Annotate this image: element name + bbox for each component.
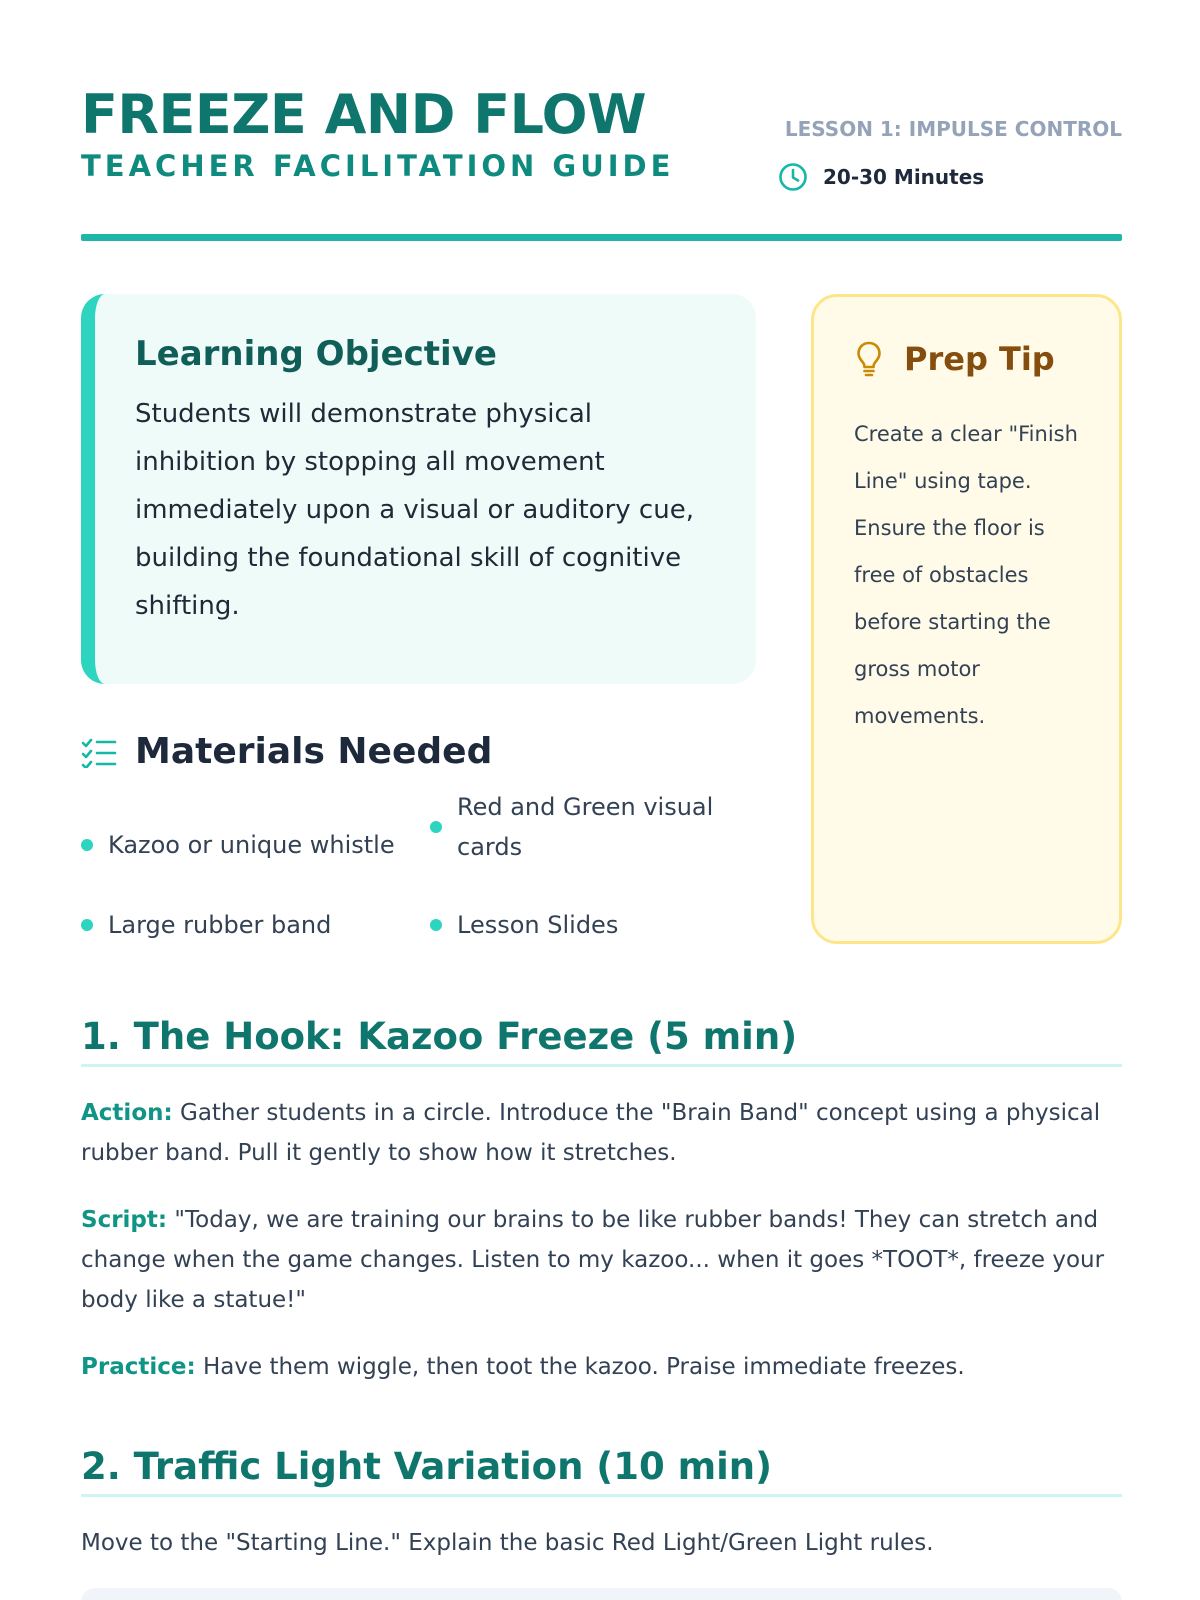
section-1-divider <box>81 1064 1122 1067</box>
material-label: Red and Green visual cards <box>457 793 714 861</box>
bullet <box>430 821 442 833</box>
prep-tip-heading: Prep Tip <box>904 340 1055 378</box>
prep-tip-card <box>811 294 1122 944</box>
script-text: "Today, we are training our brains to be like rubber bands! They can stretch and change when the game changes. Listen to my kazoo... when it goes *TOOT*, freeze your body like a statue!" <box>81 1207 1105 1313</box>
lesson-label: LESSON 1: IMPULSE CONTROL <box>784 117 1122 141</box>
section-2-intro: Move to the "Starting Line." Explain the basic Red Light/Green Light rules. <box>81 1530 934 1556</box>
materials-heading-row <box>81 730 492 774</box>
materials-heading: Materials Needed <box>135 731 493 772</box>
prep-tip-text: Create a clear "Finish Line" using tape. Ensure the floor is free of obstacles before starting the gross motor movements. <box>854 422 1078 728</box>
header <box>81 78 1122 242</box>
guide-page <box>81 0 1122 1600</box>
page-title: FREEZE AND FLOW <box>81 83 647 146</box>
action-label: Action: <box>81 1100 173 1126</box>
checklist-icon <box>81 736 117 768</box>
practice-label: Practice: <box>81 1354 196 1380</box>
list-item <box>81 905 411 945</box>
bullet <box>81 839 93 851</box>
objective-text: Students will demonstrate physical inhibition by stopping all movement immediately upon a visual or auditory cue, building the foundational skill of cognitive shifting. <box>135 399 694 621</box>
lightbulb-icon <box>854 340 884 378</box>
section-1-action <box>81 1093 1122 1173</box>
list-item <box>430 905 730 945</box>
objective-heading: Learning Objective <box>135 334 497 374</box>
next-card <box>81 1588 1122 1600</box>
duration <box>777 160 984 194</box>
section-1-title: 1. The Hook: Kazoo Freeze (5 min) <box>81 1015 798 1058</box>
section-2-title: 2. Traffic Light Variation (10 min) <box>81 1445 773 1488</box>
section-1-practice <box>81 1347 1122 1387</box>
practice-text: Have them wiggle, then toot the kazoo. Praise immediate freezes. <box>195 1354 965 1380</box>
learning-objective-card <box>81 294 756 684</box>
bullet <box>430 919 442 931</box>
clock-icon <box>777 161 809 193</box>
header-divider <box>81 234 1122 241</box>
section-2-divider <box>81 1494 1122 1497</box>
script-label: Script: <box>81 1207 168 1233</box>
list-item <box>81 825 411 865</box>
section-1-script <box>81 1200 1122 1320</box>
action-text: Gather students in a circle. Introduce the "Brain Band" concept using a physical rubber band. Pull it gently to show how it stretches. <box>81 1100 1101 1166</box>
page-subtitle: TEACHER FACILITATION GUIDE <box>81 149 675 183</box>
prep-tip-header <box>854 339 1079 379</box>
list-item <box>430 787 730 867</box>
material-label: Large rubber band <box>108 911 332 939</box>
bullet <box>81 919 93 931</box>
material-label: Kazoo or unique whistle <box>108 831 395 859</box>
duration-text: 20-30 Minutes <box>823 165 985 189</box>
material-label: Lesson Slides <box>457 911 619 939</box>
